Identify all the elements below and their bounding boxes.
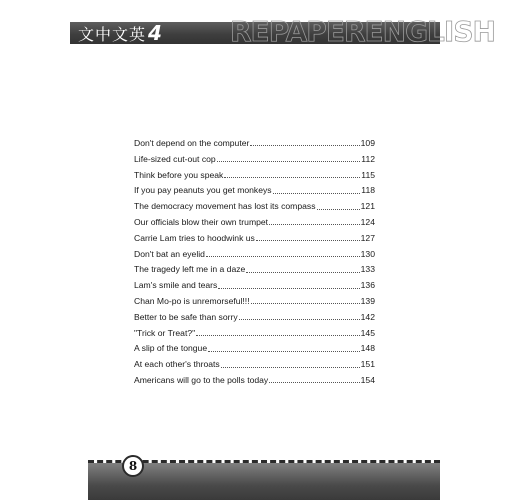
toc-entry[interactable] [134, 168, 375, 184]
toc-entry-title: The democracy movement has lost its compass [134, 201, 316, 212]
toc-entry-page: 109 [360, 138, 375, 148]
toc-entry-title: Americans will go to the polls today [134, 374, 269, 385]
toc-entry-page: 115 [361, 169, 375, 180]
toc-entry-title: Chan Mo-po is unremorseful!!! [134, 295, 250, 306]
book-volume-number: 4 [148, 21, 163, 45]
toc-entry[interactable] [134, 183, 375, 199]
toc-leader-dots [239, 319, 360, 320]
toc-leader-dots [208, 351, 360, 352]
toc-entry-page: 121 [360, 201, 375, 212]
toc-entry-title: Life-sized cut-out cop [134, 153, 216, 164]
toc-entry-title: Think before you speak [134, 169, 224, 180]
toc-leader-dots [251, 303, 360, 304]
toc-entry-page: 130 [360, 248, 375, 259]
toc-entry-page: 154 [360, 374, 375, 385]
header-band [70, 15, 495, 48]
toc-entry-title: Don't bat an eyelid [134, 248, 205, 259]
toc-entry-title: Carrie Lam tries to hoodwink us [134, 232, 255, 243]
toc-entry[interactable] [134, 199, 375, 215]
toc-entry[interactable] [134, 278, 375, 294]
toc-leader-dots [217, 161, 361, 162]
toc-leader-dots [221, 367, 360, 368]
toc-entry[interactable] [134, 294, 375, 310]
table-of-contents [134, 136, 375, 389]
toc-entry-page: 139 [360, 295, 375, 306]
toc-entry-page: 145 [360, 327, 375, 338]
toc-entry-title: If you pay peanuts you get monkeys [134, 185, 272, 196]
toc-entry-title: Lam's smile and tears [134, 280, 218, 291]
toc-entry-title: The tragedy left me in a daze [134, 264, 246, 275]
toc-entry[interactable] [134, 215, 375, 231]
toc-entry-page: 148 [360, 343, 375, 354]
toc-leader-dots [273, 193, 361, 194]
toc-entry-page: 151 [360, 359, 375, 370]
header-decoration-text: REPAPERENGLISH [230, 15, 495, 48]
toc-entry[interactable] [134, 357, 375, 373]
toc-leader-dots [246, 272, 359, 273]
toc-leader-dots [196, 335, 359, 336]
toc-entry[interactable] [134, 262, 375, 278]
toc-entry-title: "Trick or Treat?" [134, 327, 196, 338]
toc-leader-dots [218, 288, 359, 289]
toc-entry-title: Our officials blow their own trumpet [134, 216, 269, 227]
toc-leader-dots [224, 177, 360, 178]
toc-entry-title: At each other's throats [134, 359, 220, 370]
toc-entry-title: Don't depend on the computer [134, 138, 250, 148]
toc-leader-dots [317, 209, 360, 210]
toc-entry-page: 142 [360, 311, 375, 322]
toc-entry-page: 127 [360, 232, 375, 243]
toc-entry-page: 133 [360, 264, 375, 275]
toc-leader-dots [250, 145, 359, 146]
toc-entry[interactable] [134, 373, 375, 389]
toc-entry-title: A slip of the tongue [134, 343, 208, 354]
toc-entry-page: 124 [360, 216, 375, 227]
toc-entry[interactable] [134, 326, 375, 342]
page-number-badge: 8 [122, 455, 144, 477]
toc-entry[interactable] [134, 136, 375, 152]
toc-entry-page: 112 [361, 153, 375, 164]
toc-entry[interactable] [134, 152, 375, 168]
toc-entry[interactable] [134, 231, 375, 247]
toc-leader-dots [206, 256, 360, 257]
toc-leader-dots [269, 224, 360, 225]
toc-entry-title: Better to be safe than sorry [134, 311, 238, 322]
toc-entry[interactable] [134, 310, 375, 326]
book-title [78, 22, 163, 44]
toc-entry-page: 136 [360, 280, 375, 291]
toc-leader-dots [256, 240, 360, 241]
toc-entry-page: 118 [361, 185, 375, 196]
toc-leader-dots [269, 382, 359, 383]
toc-entry[interactable] [134, 341, 375, 357]
book-title-text: 文中文英 [78, 25, 147, 44]
toc-entry[interactable] [134, 247, 375, 263]
